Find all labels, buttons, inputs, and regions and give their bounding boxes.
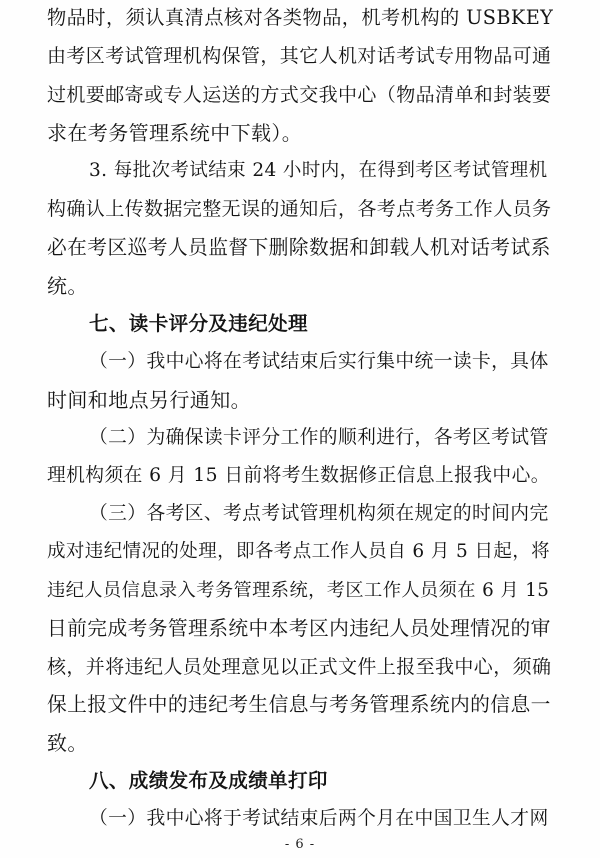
text-line-8: 统。: [47, 274, 88, 298]
text-line-17: 日前完成考务管理系统中本考区内违纪人员处理情况的审: [47, 617, 551, 640]
page-number: - 6 -: [284, 837, 316, 852]
text-line-7: 必在考区巡考人员监督下删除数据和卸载人机对话考试系: [47, 236, 551, 259]
text-line-10: （一）我中心将在考试结束后实行集中统一读卡，具体: [89, 351, 549, 372]
text-line-4: 求在考务管理系统中下载）。: [47, 121, 303, 145]
text-line-20: 致。: [47, 731, 88, 755]
text-line-15: 成对违纪情况的处理，即各考点工作人员自 6 月 5 日起，将: [47, 541, 551, 562]
text-line-14: （三）各考区、考点考试管理机构须在规定的时间内完: [89, 503, 549, 524]
text-line-13: 理机构须在 6 月 15 日前将考生数据修正信息上报我中心。: [47, 465, 550, 486]
text-line-1: 物品时，须认真清点核对各类物品，机考机构的 USBKEY: [47, 6, 554, 29]
text-line-11: 时间和地点另行通知。: [47, 388, 251, 412]
text-line-6: 构确认上传数据完整无误的通知后，各考点考务工作人员务: [47, 198, 552, 220]
text-line-12: （二）为确保读卡评分工作的顺利进行，各考区考试管: [89, 427, 549, 448]
text-line-3: 过机要邮寄或专人运送的方式交我中心（物品清单和封装要: [47, 84, 552, 106]
section-heading-8: 八、成绩发布及成绩单打印: [89, 769, 328, 792]
text-line-18: 核，并将违纪人员处理意见以正式文件上报至我中心，须确: [47, 656, 552, 678]
text-line-22: （一）我中心将于考试结束后两个月在中国卫生人才网: [89, 808, 549, 829]
text-line-19: 保上报文件中的违纪考生信息与考务管理系统内的信息一: [47, 693, 551, 716]
text-line-5: 3. 每批次考试结束 24 小时内，在得到考区考试管理机: [89, 160, 548, 181]
text-line-2: 由考区考试管理机构保管，其它人机对话考试专用物品可通: [47, 45, 552, 67]
text-line-16: 违纪人员信息录入考务管理系统，考区工作人员须在 6 月 15: [47, 580, 550, 601]
section-heading-7: 七、读卡评分及违纪处理: [89, 312, 308, 335]
